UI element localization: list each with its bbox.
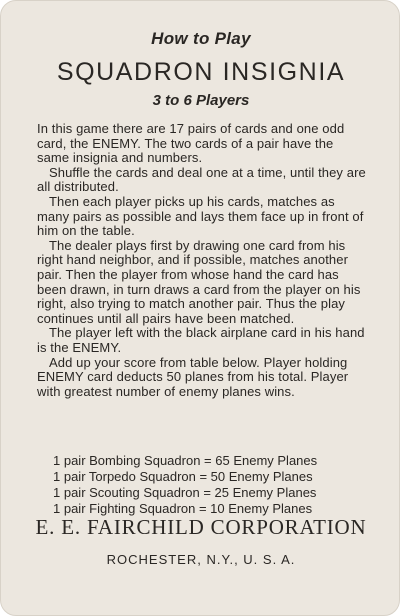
rule-paragraph: Shuffle the cards and deal one at a time, until they are all distributed. (37, 164, 366, 195)
player-count: 3 to 6 Players (152, 92, 250, 109)
score-row-fighting: 1 pair Fighting Squadron = 10 Enemy Planes (53, 501, 313, 516)
rule-paragraph: Add up your score from table below. Player holding ENEMY card deducts 50 planes from his total. Player with greatest number of enemy planes wins. (37, 354, 349, 399)
rule-paragraph: In this game there are 17 pairs of cards and one odd card, the ENEMY. The two cards of a pair have the same insignia and numbers. (37, 121, 345, 166)
how-to-play-heading: How to Play (151, 29, 251, 48)
rule-paragraph: The player left with the black airplane card in his hand is the ENEMY. (37, 325, 365, 355)
company-name: E. E. FAIRCHILD CORPORATION (35, 515, 367, 539)
score-table (53, 453, 363, 517)
company-address: ROCHESTER, N.Y., U. S. A. (106, 552, 296, 567)
game-title: SQUADRON INSIGNIA (56, 58, 346, 86)
rules-text (37, 122, 369, 399)
rule-paragraph: Then each player picks up his cards, matches as many pairs as possible and lays them face up in front of him on the table. (37, 193, 364, 239)
score-row-bombing: 1 pair Bombing Squadron = 65 Enemy Planes (53, 453, 318, 468)
rule-paragraph: The dealer plays first by drawing one card from his right hand neighbor, and if possible, matches another pair. Then the player from whose hand the card has been drawn, in turn draws a card from the player on his right, also trying to match another pair. Thus the play continues until all pairs have been matched. (37, 237, 361, 326)
score-row-torpedo: 1 pair Torpedo Squadron = 50 Enemy Planes (53, 469, 313, 484)
score-row-scouting: 1 pair Scouting Squadron = 25 Enemy Planes (53, 485, 317, 500)
